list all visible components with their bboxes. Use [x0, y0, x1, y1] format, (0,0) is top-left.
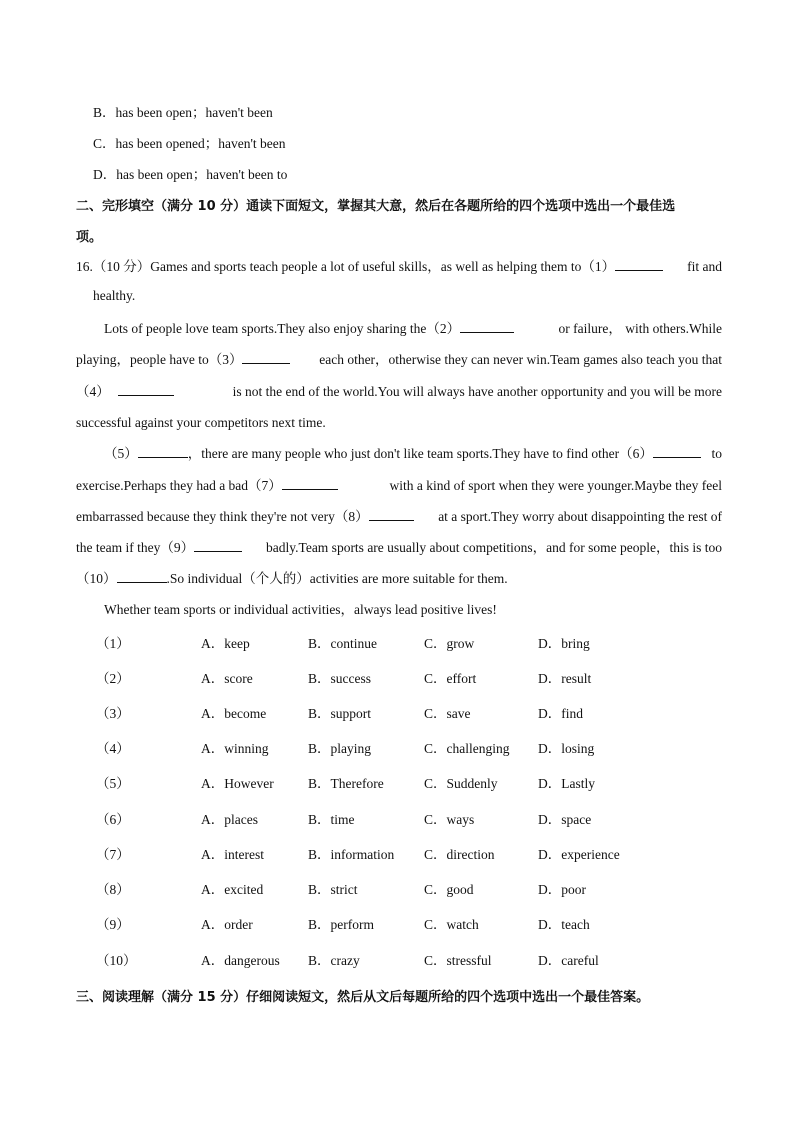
- blank-1: [615, 257, 663, 271]
- option-b: B．strict: [308, 882, 358, 897]
- option-b: B．success: [308, 671, 371, 686]
- option-row: [0, 951, 794, 971]
- option-c: C．watch: [424, 917, 479, 932]
- blank-2: [460, 319, 514, 333]
- option-a: A．score: [201, 671, 253, 686]
- option-d: D．teach: [538, 917, 590, 932]
- option-b: B．crazy: [308, 953, 360, 968]
- option-c: C．ways: [424, 812, 475, 827]
- option-a: A．dangerous: [201, 953, 280, 968]
- text: to: [711, 446, 722, 461]
- question-16-text-end: fit and: [687, 259, 722, 274]
- option-number: （6）: [96, 812, 130, 827]
- blank-10: [117, 569, 167, 583]
- option-b: B．support: [308, 706, 372, 721]
- option-a: A．order: [201, 917, 253, 932]
- option-d: D．experience: [538, 847, 620, 862]
- option-row: [0, 669, 794, 689]
- text: （5）: [104, 446, 138, 461]
- option-row: [0, 915, 794, 935]
- text: ，there are many people who just don't like team sports.They have to find other（6）: [187, 446, 653, 461]
- option-c: C．grow: [424, 636, 475, 651]
- section2-heading: 二、完形填空（满分 10 分）通读下面短文，掌握其大意，然后在各题所给的四个选项中选出一个最佳选: [76, 199, 676, 214]
- paragraph-1-line-3: [76, 382, 722, 402]
- blank-9: [194, 538, 242, 552]
- blank-3: [242, 350, 290, 364]
- text: the team if they（9）: [76, 540, 195, 555]
- option-row: [0, 810, 794, 830]
- blank-5: [138, 444, 188, 458]
- option-number: （8）: [96, 882, 130, 897]
- option-row: [0, 739, 794, 759]
- paragraph-3: Whether team sports or individual activities，always lead positive lives!: [104, 602, 497, 617]
- option-b: B．perform: [308, 917, 374, 932]
- option-a: A．However: [201, 776, 274, 791]
- option-d: D．losing: [538, 741, 595, 756]
- option-d: D．poor: [538, 882, 586, 897]
- option-row: [0, 880, 794, 900]
- paragraph-2-line-1: [104, 444, 722, 464]
- paragraph-2-line-2: [76, 476, 722, 496]
- paragraph-1-line-1: [104, 319, 722, 339]
- option-row: [0, 774, 794, 794]
- option-c: C．stressful: [424, 953, 492, 968]
- option-b: B．Therefore: [308, 776, 384, 791]
- option-b: B．continue: [308, 636, 377, 651]
- text: embarrassed because they think they're not very（8）: [76, 509, 369, 524]
- option-b: B．information: [308, 847, 395, 862]
- prev-option-d: D．has been open；haven't been to: [93, 167, 288, 182]
- option-d: D．result: [538, 671, 592, 686]
- option-a: A．winning: [201, 741, 269, 756]
- option-number: （1）: [96, 636, 130, 651]
- section2-heading-cont: 项。: [76, 230, 103, 245]
- paragraph-1-line-4: successful against your competitors next time.: [76, 415, 326, 430]
- blank-4: [118, 382, 174, 396]
- option-number: （7）: [96, 847, 130, 862]
- text: .So individual（个人的）activities are more suitable for them.: [166, 571, 508, 586]
- option-a: A．become: [201, 706, 267, 721]
- option-b: B．time: [308, 812, 355, 827]
- option-number: （5）: [96, 776, 130, 791]
- text: or failure， with others.While: [558, 321, 722, 336]
- question-16-text: 16.（10 分）Games and sports teach people a lot of useful skills，as well as helping them to（1）: [76, 259, 616, 274]
- option-d: D．bring: [538, 636, 590, 651]
- option-row: [0, 845, 794, 865]
- paragraph-1-line-2: [76, 350, 722, 370]
- blank-6: [653, 444, 701, 458]
- option-number: （10）: [96, 953, 137, 968]
- option-d: D．find: [538, 706, 583, 721]
- text: playing，people have to（3）: [76, 352, 243, 367]
- option-a: A．interest: [201, 847, 264, 862]
- text: （4）: [76, 384, 110, 399]
- text: with a kind of sport when they were younger.Maybe they feel: [389, 478, 722, 493]
- option-number: （2）: [96, 671, 130, 686]
- prev-option-c: C．has been opened；haven't been: [93, 136, 286, 151]
- paragraph-2-line-3: [76, 507, 722, 527]
- question-16-intro: [76, 257, 722, 277]
- section3-heading: 三、阅读理解（满分 15 分）仔细阅读短文，然后从文后每题所给的四个选项中选出一个最佳答案。: [76, 990, 650, 1005]
- option-d: D．Lastly: [538, 776, 595, 791]
- option-number: （4）: [96, 741, 130, 756]
- option-c: C．Suddenly: [424, 776, 498, 791]
- option-a: A．places: [201, 812, 258, 827]
- option-a: A．keep: [201, 636, 250, 651]
- blank-8: [369, 507, 414, 521]
- option-c: C．effort: [424, 671, 477, 686]
- option-c: C．challenging: [424, 741, 510, 756]
- text: Lots of people love team sports.They also enjoy sharing the（2）: [104, 321, 461, 336]
- paragraph-2-line-4: [76, 538, 722, 558]
- option-c: C．direction: [424, 847, 495, 862]
- text: （10）: [76, 571, 117, 586]
- option-row: [0, 704, 794, 724]
- text: is not the end of the world.You will always have another opportunity and you will be more: [232, 384, 722, 399]
- option-number: （3）: [96, 706, 130, 721]
- question-16-intro-cont: healthy.: [93, 288, 136, 303]
- option-a: A．excited: [201, 882, 264, 897]
- text: each other，otherwise they can never win.Team games also teach you that: [319, 352, 722, 367]
- option-row: [0, 634, 794, 654]
- text: badly.Team sports are usually about competitions，and for some people，this is too: [266, 540, 722, 555]
- text: exercise.Perhaps they had a bad（7）: [76, 478, 282, 493]
- option-b: B．playing: [308, 741, 371, 756]
- option-number: （9）: [96, 917, 130, 932]
- option-c: C．save: [424, 706, 471, 721]
- paragraph-2-line-5: [76, 569, 722, 589]
- prev-option-b: B．has been open；haven't been: [93, 105, 273, 120]
- option-d: D．space: [538, 812, 592, 827]
- blank-7: [282, 476, 338, 490]
- option-d: D．careful: [538, 953, 599, 968]
- text: at a sport.They worry about disappointing the rest of: [438, 509, 722, 524]
- option-c: C．good: [424, 882, 474, 897]
